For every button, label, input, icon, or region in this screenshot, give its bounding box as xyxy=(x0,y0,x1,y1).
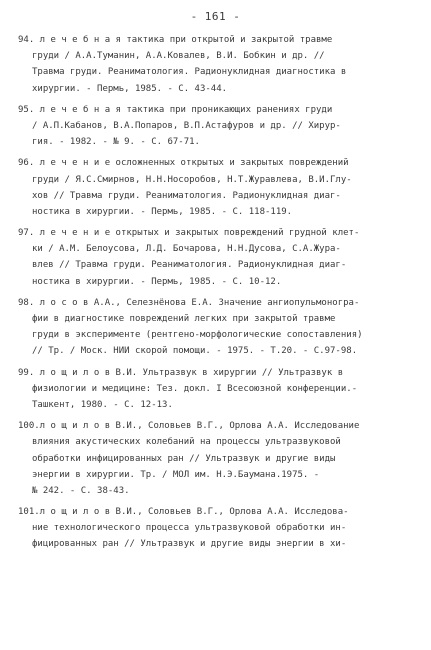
bibliography-entry-100 xyxy=(18,418,418,499)
entry-line: фицированных ран // Ультразвук и другие виды энергии в хи- xyxy=(32,539,347,550)
bibliography-list xyxy=(18,32,418,558)
entry-line: энергии в хирургии. Тр. / МОЛ им. Н.Э.Баумана.1975. - xyxy=(32,469,320,480)
entry-line: 94. л е ч е б н а я тактика при открытой и закрытой травме xyxy=(18,35,333,45)
entry-line: влев // Травма груди. Реаниматология. Радионуклидная диаг- xyxy=(32,260,347,271)
page-number: - 161 - xyxy=(190,10,241,23)
entry-line: обработки инфицированных ран // Ультразвук и другие виды xyxy=(32,453,336,464)
entry-line: ностика в хирургии. - Пермь, 1985. - С. 118-119. xyxy=(32,206,293,217)
entry-line: № 242. - С. 38-43. xyxy=(32,485,130,496)
bibliography-entry-97 xyxy=(18,225,418,290)
entry-line: 100.л о щ и л о в В.И., Соловьев В.Г., Орлова А.А. Исследование xyxy=(18,421,360,432)
entry-line: // Тр. / Моск. НИИ скорой помощи. - 1975. - Т.20. - С.97-98. xyxy=(32,346,358,357)
entry-line: груди в эксперименте (рентгено-морфологические сопоставления) xyxy=(32,330,363,341)
entry-line: 95. л е ч е б н а я тактика при проникающих ранениях груди xyxy=(18,104,333,115)
entry-line: груди / А.А.Туманин, А.А.Ковалев, В.И. Бобкин и др. // xyxy=(32,51,325,62)
bibliography-entry-98 xyxy=(18,295,418,360)
entry-line: ние технологического процесса ультразвуковой обработки ин- xyxy=(32,523,347,534)
entry-line: / А.П.Кабанов, В.А.Попаров, В.П.Астафуров и др. // Хирур- xyxy=(32,120,341,131)
entry-line: 96. л е ч е н и е осложненных открытых и закрытых повреждений xyxy=(18,158,349,169)
entry-line: 98. л о с о в А.А., Селезнёнова Е.А. Значение ангиопульмоногра- xyxy=(18,297,360,308)
entry-line: ностика в хирургии. - Пермь, 1985. - С. 10-12. xyxy=(32,276,282,287)
entry-line: физиологии и медицине: Тез. докл. I Всесоюзной конференции.- xyxy=(32,383,358,394)
entry-line: фии в диагностике повреждений легких при закрытой травме xyxy=(32,314,336,324)
entry-line: 97. л е ч е н и е открытых и закрытых повреждений грудной клет- xyxy=(18,228,360,239)
bibliography-entry-95 xyxy=(18,102,418,151)
entry-line: Ташкент, 1980. - С. 12-13. xyxy=(32,399,173,410)
entry-line: влияния акустических колебаний на процессы ультразвуковой xyxy=(32,437,341,448)
entry-line: хов // Травма груди. Реаниматология. Радионуклидная диаг- xyxy=(32,190,341,201)
entry-line: гия. - 1982. - № 9. - С. 67-71. xyxy=(32,137,200,148)
entry-line: 99. л о щ и л о в В.И. Ультразвук в хирургии // Ультразвук в xyxy=(18,367,344,378)
entry-line: 101.л о щ и л о в В.И., Соловьев В.Г., Орлова А.А. Исследова- xyxy=(18,507,349,518)
entry-line: ки / А.М. Белоусова, Л.Д. Бочарова, Н.Н.Дусова, С.А.Жура- xyxy=(32,244,341,255)
entry-line: Травма груди. Реаниматология. Радионуклидная диагностика в xyxy=(32,67,347,78)
bibliography-entry-96 xyxy=(18,155,418,220)
bibliography-entry-99 xyxy=(18,365,418,414)
entry-line: хирургии. - Пермь, 1985. - С. 43-44. xyxy=(32,83,228,94)
bibliography-entry-101 xyxy=(18,504,418,553)
entry-line: груди / Я.С.Смирнов, Н.Н.Ноcоробов, Н.Т.Журавлева, В.И.Глу- xyxy=(32,174,352,185)
bibliography-entry-94 xyxy=(18,32,418,97)
